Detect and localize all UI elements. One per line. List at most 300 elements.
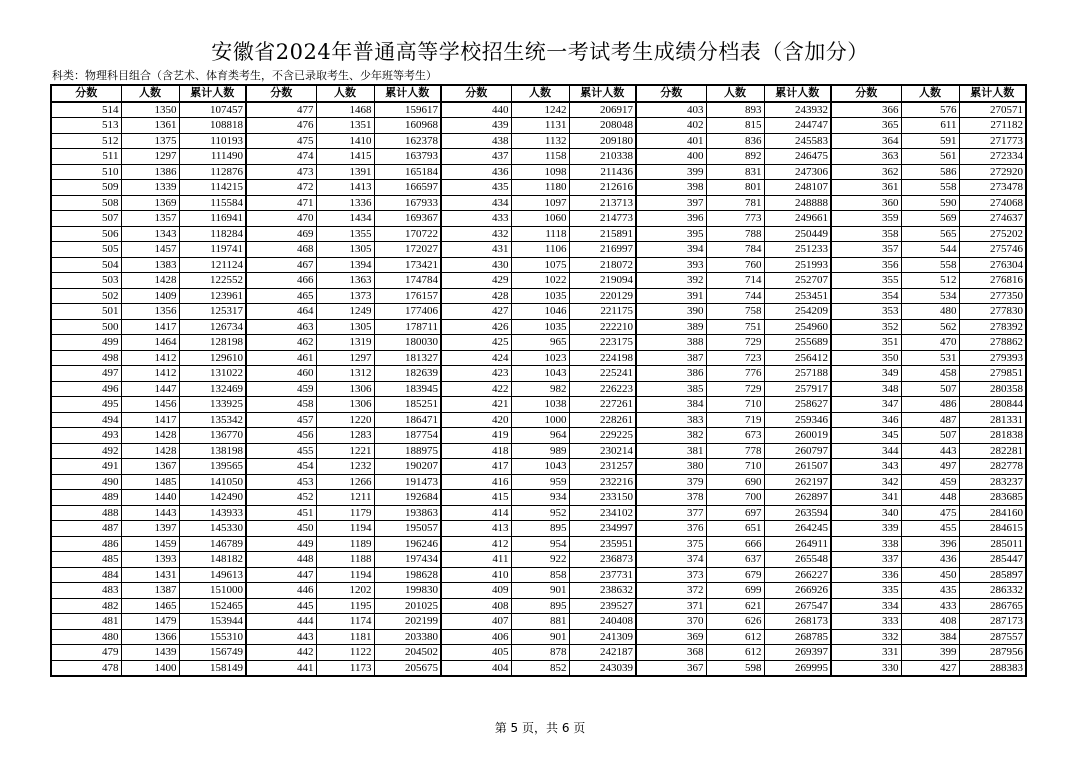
count-cell: 1339 (121, 180, 179, 196)
score-cell: 498 (51, 350, 121, 366)
cumulative-cell: 158149 (179, 660, 246, 676)
count-cell: 965 (511, 335, 569, 351)
count-cell: 1355 (316, 226, 374, 242)
cumulative-cell: 276816 (959, 273, 1026, 289)
cumulative-cell: 266227 (764, 567, 831, 583)
count-cell: 1417 (121, 319, 179, 335)
score-cell: 421 (441, 397, 511, 413)
table-row (51, 133, 1026, 149)
score-cell: 336 (831, 567, 901, 583)
score-cell: 418 (441, 443, 511, 459)
cumulative-cell: 183945 (374, 381, 441, 397)
score-cell: 450 (246, 521, 316, 537)
count-cell: 1366 (121, 629, 179, 645)
score-cell: 479 (51, 645, 121, 661)
cumulative-cell: 151000 (179, 583, 246, 599)
count-cell: 751 (706, 319, 764, 335)
count-cell: 1306 (316, 397, 374, 413)
count-cell: 1383 (121, 257, 179, 273)
score-cell: 346 (831, 412, 901, 428)
cumulative-cell: 278392 (959, 319, 1026, 335)
score-cell: 379 (636, 474, 706, 490)
score-cell: 426 (441, 319, 511, 335)
count-header: 人数 (706, 85, 764, 102)
score-cell: 387 (636, 350, 706, 366)
count-cell: 1132 (511, 133, 569, 149)
table-row (51, 598, 1026, 614)
cumulative-cell: 208048 (569, 118, 636, 134)
count-cell: 1043 (511, 459, 569, 475)
table-row (51, 257, 1026, 273)
count-cell: 1367 (121, 459, 179, 475)
count-cell: 1457 (121, 242, 179, 258)
score-cell: 342 (831, 474, 901, 490)
cumulative-cell: 216997 (569, 242, 636, 258)
cumulative-cell: 286332 (959, 583, 1026, 599)
cumulative-cell: 118284 (179, 226, 246, 242)
cumulative-cell: 251993 (764, 257, 831, 273)
score-cell: 448 (246, 552, 316, 568)
count-cell: 1387 (121, 583, 179, 599)
count-cell: 1118 (511, 226, 569, 242)
count-cell: 1035 (511, 319, 569, 335)
score-cell: 490 (51, 474, 121, 490)
count-cell: 544 (901, 242, 959, 258)
score-cell: 474 (246, 149, 316, 165)
score-cell: 427 (441, 304, 511, 320)
score-cell: 430 (441, 257, 511, 273)
cumulative-cell: 276304 (959, 257, 1026, 273)
count-cell: 781 (706, 195, 764, 211)
table-row (51, 536, 1026, 552)
cumulative-cell: 222210 (569, 319, 636, 335)
count-cell: 1369 (121, 195, 179, 211)
count-cell: 427 (901, 660, 959, 676)
count-cell: 1043 (511, 366, 569, 382)
cumulative-cell: 211436 (569, 164, 636, 180)
count-cell: 1249 (316, 304, 374, 320)
table-row (51, 645, 1026, 661)
score-cell: 507 (51, 211, 121, 227)
count-cell: 1439 (121, 645, 179, 661)
count-cell: 1195 (316, 598, 374, 614)
cumulative-cell: 149613 (179, 567, 246, 583)
count-cell: 788 (706, 226, 764, 242)
score-cell: 372 (636, 583, 706, 599)
cumulative-cell: 264245 (764, 521, 831, 537)
table-row (51, 521, 1026, 537)
score-cell: 395 (636, 226, 706, 242)
count-cell: 895 (511, 521, 569, 537)
count-cell: 576 (901, 102, 959, 118)
score-cell: 472 (246, 180, 316, 196)
score-cell: 508 (51, 195, 121, 211)
score-cell: 496 (51, 381, 121, 397)
score-cell: 347 (831, 397, 901, 413)
score-cell: 340 (831, 505, 901, 521)
score-cell: 343 (831, 459, 901, 475)
count-cell: 497 (901, 459, 959, 475)
count-cell: 690 (706, 474, 764, 490)
score-cell: 335 (831, 583, 901, 599)
count-cell: 858 (511, 567, 569, 583)
cumulative-cell: 172027 (374, 242, 441, 258)
count-cell: 569 (901, 211, 959, 227)
score-cell: 399 (636, 164, 706, 180)
score-cell: 357 (831, 242, 901, 258)
count-cell: 1305 (316, 319, 374, 335)
count-cell: 598 (706, 660, 764, 676)
count-cell: 1266 (316, 474, 374, 490)
score-cell: 495 (51, 397, 121, 413)
cumulative-cell: 215891 (569, 226, 636, 242)
cumulative-cell: 192684 (374, 490, 441, 506)
score-cell: 510 (51, 164, 121, 180)
score-cell: 504 (51, 257, 121, 273)
cumulative-cell: 243039 (569, 660, 636, 676)
count-cell: 1431 (121, 567, 179, 583)
count-cell: 621 (706, 598, 764, 614)
category-subtitle: 科类：物理科目组合（含艺术、体育类考生，不含已录取考生、少年班等考生） (52, 69, 437, 82)
count-cell: 1022 (511, 273, 569, 289)
score-cell: 481 (51, 614, 121, 630)
cumulative-cell: 245583 (764, 133, 831, 149)
score-cell: 368 (636, 645, 706, 661)
count-cell: 1194 (316, 567, 374, 583)
count-cell: 1075 (511, 257, 569, 273)
count-cell: 480 (901, 304, 959, 320)
table-row (51, 629, 1026, 645)
table-header-row (51, 85, 1026, 102)
cumulative-cell: 272920 (959, 164, 1026, 180)
count-cell: 1386 (121, 164, 179, 180)
count-cell: 1428 (121, 428, 179, 444)
count-header: 人数 (121, 85, 179, 102)
count-header: 人数 (901, 85, 959, 102)
cumulative-cell: 239527 (569, 598, 636, 614)
score-cell: 407 (441, 614, 511, 630)
score-cell: 360 (831, 195, 901, 211)
count-cell: 1000 (511, 412, 569, 428)
count-cell: 1412 (121, 350, 179, 366)
cumulative-cell: 190207 (374, 459, 441, 475)
count-cell: 744 (706, 288, 764, 304)
cumulative-cell: 174784 (374, 273, 441, 289)
score-cell: 443 (246, 629, 316, 645)
count-cell: 1363 (316, 273, 374, 289)
table-row (51, 459, 1026, 475)
count-cell: 507 (901, 381, 959, 397)
cumulative-cell: 148182 (179, 552, 246, 568)
cumulative-cell: 241309 (569, 629, 636, 645)
score-header: 分数 (51, 85, 121, 102)
cumulative-cell: 199830 (374, 583, 441, 599)
table-row (51, 660, 1026, 676)
count-cell: 1023 (511, 350, 569, 366)
cumulative-cell: 277830 (959, 304, 1026, 320)
count-cell: 396 (901, 536, 959, 552)
score-cell: 341 (831, 490, 901, 506)
count-cell: 626 (706, 614, 764, 630)
cumulative-cell: 198628 (374, 567, 441, 583)
score-cell: 355 (831, 273, 901, 289)
cumulative-cell: 224198 (569, 350, 636, 366)
count-cell: 893 (706, 102, 764, 118)
score-cell: 383 (636, 412, 706, 428)
cumulative-cell: 227261 (569, 397, 636, 413)
cumulative-cell: 260797 (764, 443, 831, 459)
cumulative-cell: 265548 (764, 552, 831, 568)
score-cell: 366 (831, 102, 901, 118)
cumulative-cell: 139565 (179, 459, 246, 475)
cumulative-cell: 279851 (959, 366, 1026, 382)
score-cell: 425 (441, 335, 511, 351)
score-cell: 385 (636, 381, 706, 397)
score-cell: 365 (831, 118, 901, 134)
score-cell: 422 (441, 381, 511, 397)
score-cell: 389 (636, 319, 706, 335)
score-cell: 502 (51, 288, 121, 304)
cumulative-cell: 206917 (569, 102, 636, 118)
cumulative-cell: 182639 (374, 366, 441, 382)
count-cell: 1312 (316, 366, 374, 382)
score-cell: 483 (51, 583, 121, 599)
score-cell: 371 (636, 598, 706, 614)
score-cell: 497 (51, 366, 121, 382)
table-row (51, 474, 1026, 490)
count-cell: 611 (901, 118, 959, 134)
cumulative-cell: 138198 (179, 443, 246, 459)
cumulative-cell: 111490 (179, 149, 246, 165)
count-cell: 773 (706, 211, 764, 227)
score-cell: 373 (636, 567, 706, 583)
count-cell: 1188 (316, 552, 374, 568)
count-cell: 590 (901, 195, 959, 211)
count-cell: 989 (511, 443, 569, 459)
cumulative-cell: 280358 (959, 381, 1026, 397)
cumulative-cell: 258627 (764, 397, 831, 413)
count-cell: 881 (511, 614, 569, 630)
cumulative-cell: 250449 (764, 226, 831, 242)
score-cell: 436 (441, 164, 511, 180)
count-cell: 892 (706, 149, 764, 165)
score-cell: 445 (246, 598, 316, 614)
count-cell: 1413 (316, 180, 374, 196)
cumulative-cell: 262897 (764, 490, 831, 506)
score-cell: 364 (831, 133, 901, 149)
cumulative-cell: 146789 (179, 536, 246, 552)
count-cell: 1447 (121, 381, 179, 397)
cumulative-cell: 126734 (179, 319, 246, 335)
score-cell: 514 (51, 102, 121, 118)
cumulative-cell: 121124 (179, 257, 246, 273)
count-cell: 760 (706, 257, 764, 273)
score-cell: 466 (246, 273, 316, 289)
cumulative-cell: 169367 (374, 211, 441, 227)
cumulative-cell: 166597 (374, 180, 441, 196)
count-cell: 1179 (316, 505, 374, 521)
cumulative-cell: 178711 (374, 319, 441, 335)
count-cell: 1131 (511, 118, 569, 134)
cumulative-cell: 156749 (179, 645, 246, 661)
score-cell: 431 (441, 242, 511, 258)
count-cell: 1305 (316, 242, 374, 258)
cumulative-cell: 123961 (179, 288, 246, 304)
table-row (51, 242, 1026, 258)
score-cell: 375 (636, 536, 706, 552)
score-cell: 446 (246, 583, 316, 599)
score-cell: 471 (246, 195, 316, 211)
count-cell: 470 (901, 335, 959, 351)
count-cell: 486 (901, 397, 959, 413)
count-cell: 934 (511, 490, 569, 506)
count-cell: 612 (706, 645, 764, 661)
cumulative-cell: 285447 (959, 552, 1026, 568)
page-footer: 第 5 页，共 6 页 (494, 721, 586, 735)
score-cell: 458 (246, 397, 316, 413)
cumulative-cell: 191473 (374, 474, 441, 490)
cumulative-cell: 271773 (959, 133, 1026, 149)
score-cell: 453 (246, 474, 316, 490)
cumulative-cell: 260019 (764, 428, 831, 444)
count-cell: 512 (901, 273, 959, 289)
cumulative-cell: 269397 (764, 645, 831, 661)
cumulative-cell: 143933 (179, 505, 246, 521)
count-cell: 1106 (511, 242, 569, 258)
cumulative-cell: 114215 (179, 180, 246, 196)
score-cell: 378 (636, 490, 706, 506)
cumulative-cell: 159617 (374, 102, 441, 118)
cumulative-cell: 136770 (179, 428, 246, 444)
score-cell: 377 (636, 505, 706, 521)
score-cell: 434 (441, 195, 511, 211)
cumulative-cell: 242187 (569, 645, 636, 661)
score-cell: 405 (441, 645, 511, 661)
cumulative-cell: 254960 (764, 319, 831, 335)
table-row (51, 319, 1026, 335)
table-row (51, 211, 1026, 227)
score-cell: 467 (246, 257, 316, 273)
cumulative-cell: 268785 (764, 629, 831, 645)
cumulative-cell: 195057 (374, 521, 441, 537)
cumulative-cell: 201025 (374, 598, 441, 614)
cumulative-cell: 116941 (179, 211, 246, 227)
table-body (51, 102, 1026, 677)
cumulative-cell: 278862 (959, 335, 1026, 351)
cumulative-cell: 129610 (179, 350, 246, 366)
score-cell: 511 (51, 149, 121, 165)
count-cell: 1173 (316, 660, 374, 676)
cumulative-cell: 267547 (764, 598, 831, 614)
cumulative-cell: 268173 (764, 614, 831, 630)
cumulative-cell: 135342 (179, 412, 246, 428)
count-cell: 1397 (121, 521, 179, 537)
score-cell: 353 (831, 304, 901, 320)
count-cell: 1174 (316, 614, 374, 630)
cumulative-cell: 223175 (569, 335, 636, 351)
count-cell: 901 (511, 629, 569, 645)
table-row (51, 490, 1026, 506)
count-cell: 1097 (511, 195, 569, 211)
table-row (51, 583, 1026, 599)
count-cell: 1464 (121, 335, 179, 351)
score-cell: 332 (831, 629, 901, 645)
score-cell: 429 (441, 273, 511, 289)
cumulative-cell: 236873 (569, 552, 636, 568)
score-cell: 398 (636, 180, 706, 196)
count-cell: 729 (706, 381, 764, 397)
count-cell: 1456 (121, 397, 179, 413)
score-cell: 356 (831, 257, 901, 273)
cumulative-cell: 209180 (569, 133, 636, 149)
score-cell: 374 (636, 552, 706, 568)
score-cell: 420 (441, 412, 511, 428)
count-cell: 591 (901, 133, 959, 149)
score-cell: 462 (246, 335, 316, 351)
count-cell: 459 (901, 474, 959, 490)
count-cell: 878 (511, 645, 569, 661)
count-cell: 1394 (316, 257, 374, 273)
score-header: 分数 (831, 85, 901, 102)
count-cell: 1393 (121, 552, 179, 568)
cumulative-cell: 204502 (374, 645, 441, 661)
cumulative-cell: 257188 (764, 366, 831, 382)
cumulative-cell: 163793 (374, 149, 441, 165)
count-cell: 666 (706, 536, 764, 552)
score-cell: 352 (831, 319, 901, 335)
score-cell: 397 (636, 195, 706, 211)
count-cell: 815 (706, 118, 764, 134)
score-cell: 475 (246, 133, 316, 149)
table-row (51, 304, 1026, 320)
cumulative-cell: 203380 (374, 629, 441, 645)
table-row (51, 195, 1026, 211)
count-cell: 959 (511, 474, 569, 490)
count-cell: 1465 (121, 598, 179, 614)
table-row (51, 505, 1026, 521)
score-cell: 388 (636, 335, 706, 351)
count-cell: 534 (901, 288, 959, 304)
count-cell: 565 (901, 226, 959, 242)
score-cell: 400 (636, 149, 706, 165)
score-cell: 489 (51, 490, 121, 506)
count-cell: 637 (706, 552, 764, 568)
count-cell: 1180 (511, 180, 569, 196)
cumulative-cell: 132469 (179, 381, 246, 397)
document-title: 安徽省2024年普通高等学校招生统一考试考生成绩分档表（含加分） (211, 40, 869, 64)
table-row (51, 118, 1026, 134)
score-cell: 363 (831, 149, 901, 165)
count-cell: 1357 (121, 211, 179, 227)
cumulative-cell: 108818 (179, 118, 246, 134)
cumulative-cell: 259346 (764, 412, 831, 428)
count-cell: 1189 (316, 536, 374, 552)
score-cell: 485 (51, 552, 121, 568)
table-row (51, 288, 1026, 304)
cumulative-cell: 221175 (569, 304, 636, 320)
count-cell: 1415 (316, 149, 374, 165)
score-cell: 484 (51, 567, 121, 583)
cumulative-header: 累计人数 (764, 85, 831, 102)
cumulative-header: 累计人数 (179, 85, 246, 102)
count-cell: 679 (706, 567, 764, 583)
cumulative-cell: 280844 (959, 397, 1026, 413)
score-cell: 492 (51, 443, 121, 459)
score-cell: 338 (831, 536, 901, 552)
count-cell: 758 (706, 304, 764, 320)
table-row (51, 412, 1026, 428)
count-cell: 673 (706, 428, 764, 444)
